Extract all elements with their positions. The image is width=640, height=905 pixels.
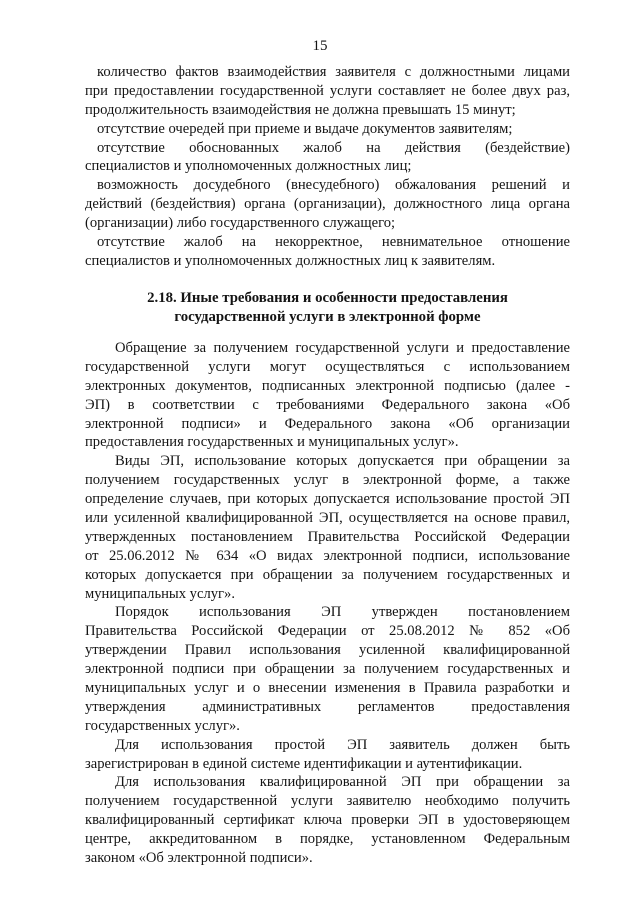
page-number: 15: [312, 38, 328, 54]
text-line: Порядок использования ЭП утвержден постановлением: [115, 604, 570, 621]
text-line: государственной услуги могут осуществляться с использованием: [85, 358, 570, 375]
text-line: Для использования квалифицированной ЭП при обращении за: [115, 774, 570, 791]
text-line: отсутствие жалоб на некорректное, невнимательное отношение: [97, 234, 570, 251]
text-line: центре, аккредитованном в порядке, установленном Федеральным: [85, 831, 570, 848]
text-line: продолжительность взаимодействия не должна превышать 15 минут;: [85, 101, 516, 118]
text-line: утвержденных постановлением Правительства Российской Федерации: [85, 528, 570, 545]
text-line: утверждении Правил использования усиленной квалифицированной: [85, 642, 570, 659]
text-line: ЭП) в соответствии с требованиями Федерального закона «Об: [85, 396, 570, 413]
text-line: возможность досудебного (внесудебного) обжалования решений и: [97, 177, 570, 194]
text-line: при предоставлении государственной услуги составляет не более двух раз,: [85, 82, 570, 99]
text-line: отсутствие очередей при приеме и выдаче документов заявителям;: [97, 120, 513, 137]
text-line: специалистов и уполномоченных должностных лиц к заявителям.: [85, 252, 496, 269]
text-line: зарегистрирован в единой системе идентификации и аутентификации.: [85, 755, 523, 772]
quality-indicators-list: [85, 63, 570, 271]
text-line: электронной подписи при обращении за получением государственных и: [85, 661, 570, 678]
text-line: законом «Об электронной подписи».: [85, 850, 313, 867]
text-line: Правительства Российской Федерации от 25.08.2012 № 852 «Об: [85, 623, 570, 640]
text-line: утверждения административных регламентов предоставления: [85, 698, 570, 715]
text-line: Виды ЭП, использование которых допускается при обращении за: [115, 453, 570, 470]
text-line: муниципальных услуг и о внесении изменения в Правила разработки и: [85, 680, 570, 697]
text-line: получением государственной услуги заявителю необходимо получить: [85, 793, 570, 810]
section-body: [85, 339, 570, 868]
text-line: Обращение за получением государственной услуги и предоставление: [115, 340, 570, 356]
text-line: муниципальных услуг».: [85, 585, 235, 602]
text-line: предоставления государственных и муниципальных услуг».: [85, 434, 459, 451]
text-line: государственных услуг».: [85, 717, 240, 734]
text-line: действий (бездействия) органа (организации), должностного лица органа: [85, 196, 570, 213]
text-line: квалифицированный сертификат ключа проверки ЭП в удостоверяющем: [85, 812, 570, 829]
text-line: отсутствие обоснованных жалоб на действия (бездействие): [97, 139, 570, 156]
text-line: электронной подписи» и Федерального закона «Об организации: [85, 415, 570, 432]
text-line: или усиленной квалифицированной ЭП, осуществляется на основе правил,: [85, 510, 570, 527]
text-line: электронных документов, подписанных электронной подписью (далее -: [85, 377, 570, 394]
text-line: специалистов и уполномоченных должностных лиц;: [85, 158, 412, 175]
text-line: от 25.06.2012 № 634 «О видах электронной подписи, использование: [85, 547, 570, 564]
section-heading-line: государственной услуги в электронной форме: [174, 309, 481, 325]
text-line: Для использования простой ЭП заявитель должен быть: [115, 736, 570, 753]
text-line: количество фактов взаимодействия заявителя с должностными лицами: [97, 64, 570, 80]
text-line: получением государственных услуг в электронной форме, а также: [85, 472, 570, 489]
text-line: определение случаев, при которых допускается использование простой ЭП: [85, 491, 570, 508]
section-heading-line: 2.18. Иные требования и особенности предоставления: [147, 290, 508, 306]
section-heading: [85, 289, 570, 327]
text-line: (организации) либо государственного служащего;: [85, 215, 396, 232]
text-line: которых допускается при обращении за получением государственных и: [85, 566, 570, 583]
